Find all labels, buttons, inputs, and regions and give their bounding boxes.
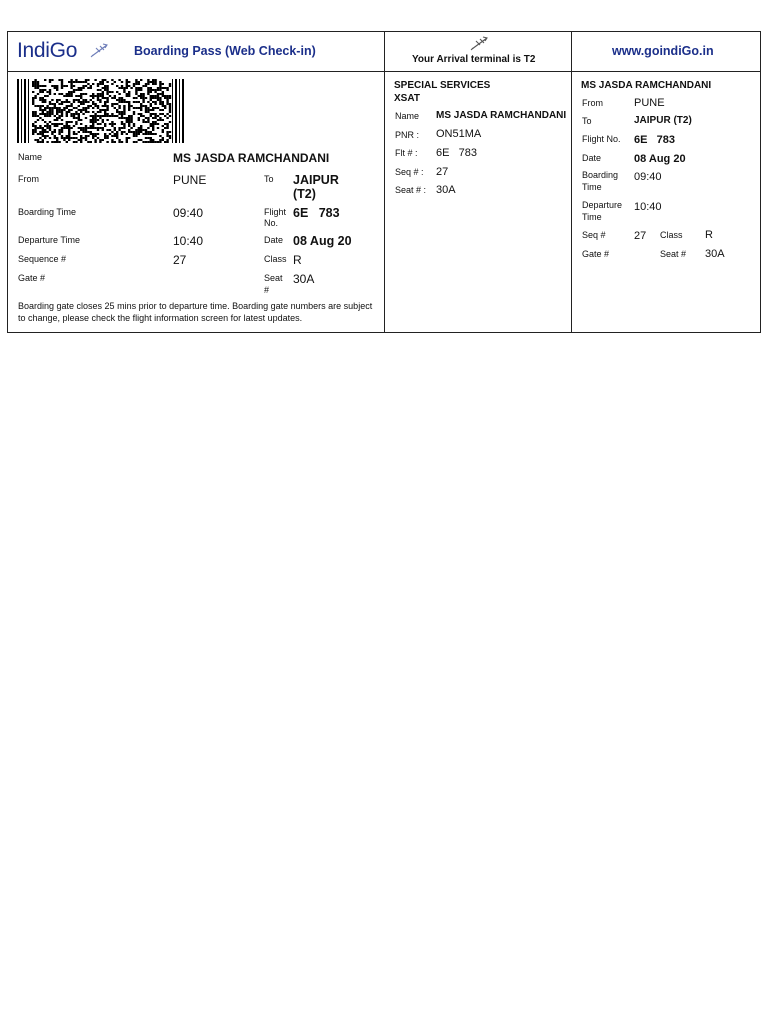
to-value-line1: JAIPUR bbox=[293, 173, 339, 187]
date-label: Date bbox=[264, 235, 284, 245]
stub-seat-value: 30A bbox=[705, 248, 725, 260]
stub-from-label: From bbox=[582, 98, 603, 108]
arrival-terminal-note: Your Arrival terminal is T2 bbox=[412, 54, 536, 65]
to-value-line2: (T2) bbox=[293, 187, 316, 201]
boarding-pass bbox=[7, 31, 761, 333]
stub-date-value: 08 Aug 20 bbox=[634, 153, 686, 165]
stub-to-value: JAIPUR (T2) bbox=[634, 115, 692, 126]
name-label: Name bbox=[18, 152, 43, 162]
stub-to-label: To bbox=[582, 116, 592, 126]
stub-boarding-label-line2: Time bbox=[582, 182, 602, 192]
stub-departure-label-line1: Departure bbox=[582, 200, 623, 210]
stub-class-label: Class bbox=[660, 230, 683, 240]
stub-passenger-name: MS JASDA RAMCHANDANI bbox=[581, 80, 712, 91]
plane-icon bbox=[470, 35, 490, 56]
divider-horizontal bbox=[8, 71, 760, 72]
boarding-time-value: 09:40 bbox=[173, 206, 204, 220]
website-link[interactable]: www.goindiGo.in bbox=[612, 44, 714, 58]
date-value: 08 Aug 20 bbox=[293, 234, 352, 248]
seat-label-line1: Seat bbox=[264, 273, 283, 283]
stub-seat-label: Seat # bbox=[660, 249, 687, 259]
stub-boarding-label-line1: Boarding bbox=[582, 170, 619, 180]
stub-gate-label: Gate # bbox=[582, 249, 610, 259]
stub-flight-value: 6E 783 bbox=[634, 134, 675, 146]
boarding-note: Boarding gate closes 25 mins prior to departure time. Boarding gate numbers are subject to change, please check the flight information screen for latest updates. bbox=[18, 301, 373, 323]
class-label: Class bbox=[264, 254, 287, 264]
stub-departure-label-line2: Time bbox=[582, 212, 602, 222]
pnr-value: ON51MA bbox=[436, 128, 482, 140]
stub-flight-label: Flight No. bbox=[582, 134, 621, 144]
divider-vertical-2 bbox=[571, 32, 572, 332]
seq-label: Seq # : bbox=[395, 167, 424, 177]
stub-date-label: Date bbox=[582, 153, 602, 163]
class-value: R bbox=[293, 253, 302, 267]
departure-time-value: 10:40 bbox=[173, 234, 204, 248]
departure-time-label: Departure Time bbox=[18, 235, 81, 245]
middle-passenger-name: MS JASDA RAMCHANDANI bbox=[436, 110, 567, 121]
plane-icon bbox=[90, 42, 110, 63]
boarding-time-label: Boarding Time bbox=[18, 207, 77, 217]
stub-from-value: PUNE bbox=[634, 97, 665, 109]
flt-value: 6E 783 bbox=[436, 147, 477, 159]
stub-class-value: R bbox=[705, 229, 713, 241]
barcode bbox=[17, 79, 184, 143]
special-services-label: SPECIAL SERVICES bbox=[394, 80, 491, 91]
seat-value: 30A bbox=[293, 272, 315, 286]
passenger-name: MS JASDA RAMCHANDANI bbox=[173, 151, 330, 165]
stub-seq-value: 27 bbox=[634, 230, 647, 242]
stub-boarding-value: 09:40 bbox=[634, 171, 662, 183]
seq-value: 27 bbox=[436, 166, 449, 178]
page-title: Boarding Pass (Web Check-in) bbox=[134, 44, 316, 58]
flight-number: 6E 783 bbox=[293, 206, 340, 220]
from-value: PUNE bbox=[173, 173, 207, 187]
flt-label: Flt # : bbox=[395, 148, 418, 158]
middle-seat-value: 30A bbox=[436, 184, 456, 196]
to-label: To bbox=[264, 174, 274, 184]
stub-seq-label: Seq # bbox=[582, 230, 606, 240]
seat-label-line2: # bbox=[264, 285, 270, 295]
flight-label-line1: Flight bbox=[264, 207, 287, 217]
divider-vertical-1 bbox=[384, 32, 385, 332]
from-label: From bbox=[18, 174, 39, 184]
ssr-code: XSAT bbox=[394, 93, 420, 104]
brand-logo: IndiGo bbox=[17, 39, 78, 62]
sequence-label: Sequence # bbox=[18, 254, 67, 264]
flight-label-line2: No. bbox=[264, 218, 279, 228]
middle-seat-label: Seat # : bbox=[395, 185, 427, 195]
gate-label: Gate # bbox=[18, 273, 46, 283]
pnr-label: PNR : bbox=[395, 130, 420, 140]
stub-departure-value: 10:40 bbox=[634, 201, 662, 213]
middle-name-label: Name bbox=[395, 111, 420, 121]
sequence-value: 27 bbox=[173, 253, 187, 267]
